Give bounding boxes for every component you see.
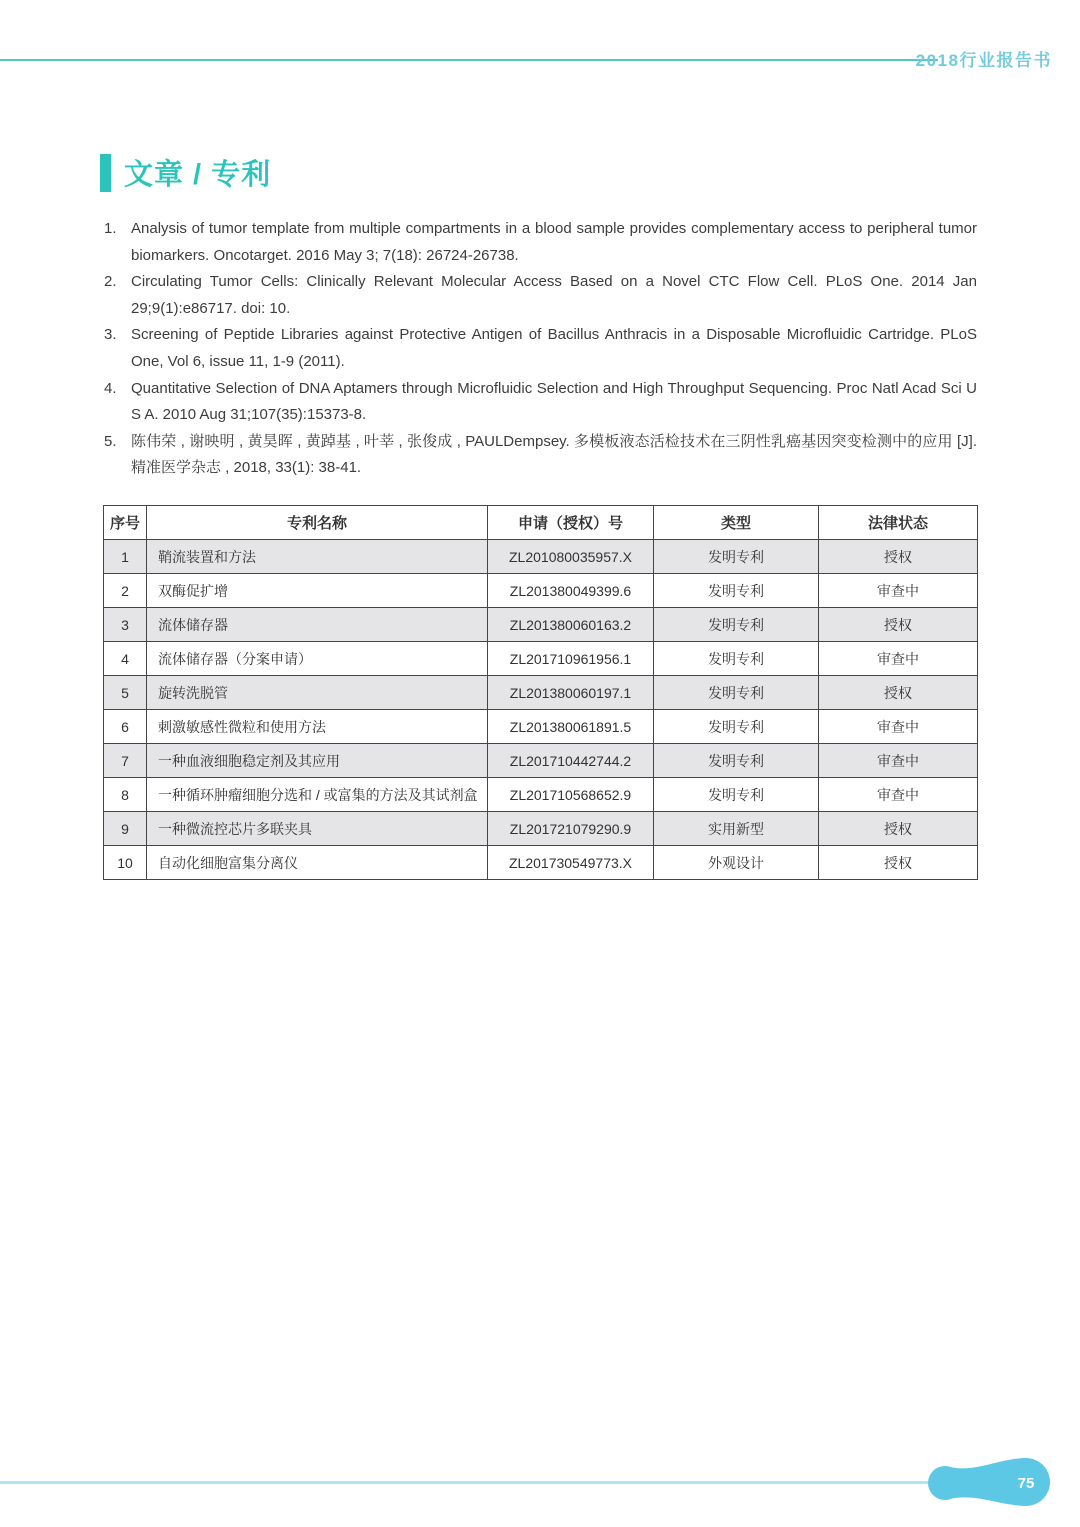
header-rule [0, 59, 938, 61]
cell-legal-status: 审查中 [819, 744, 978, 778]
reference-item [104, 269, 977, 322]
cell-index: 5 [104, 676, 147, 710]
cell-type: 发明专利 [654, 710, 819, 744]
cell-type: 发明专利 [654, 642, 819, 676]
section-title: 文章 / 专利 [124, 159, 272, 191]
cell-legal-status: 审查中 [819, 574, 978, 608]
reference-number: 1. [104, 220, 117, 237]
cell-application-number: ZL201380060197.1 [488, 676, 654, 710]
cell-patent-name: 一种血液细胞稳定剂及其应用 [147, 744, 488, 778]
cell-index: 4 [104, 642, 147, 676]
cell-patent-name: 流体储存器（分案申请） [147, 642, 488, 676]
references-list [104, 216, 977, 482]
table-row [104, 744, 978, 778]
table-row [104, 812, 978, 846]
page-number-marker [920, 1452, 1052, 1512]
reference-item [104, 376, 977, 429]
cell-type: 发明专利 [654, 574, 819, 608]
cell-patent-name: 鞘流装置和方法 [147, 540, 488, 574]
cell-application-number: ZL201730549773.X [488, 846, 654, 880]
cell-application-number: ZL201380060163.2 [488, 608, 654, 642]
section-title-row [100, 152, 271, 193]
cell-index: 3 [104, 608, 147, 642]
cell-legal-status: 授权 [819, 846, 978, 880]
footer-blob-neck [945, 1458, 1026, 1506]
cell-patent-name: 旋转洗脱管 [147, 676, 488, 710]
table-row [104, 846, 978, 880]
col-header-legal-status: 法律状态 [819, 506, 978, 540]
cell-legal-status: 授权 [819, 608, 978, 642]
cell-application-number: ZL201710568652.9 [488, 778, 654, 812]
reference-number: 5. [104, 432, 117, 450]
col-header-application-number: 申请（授权）号 [488, 506, 654, 540]
cell-legal-status: 审查中 [819, 710, 978, 744]
col-header-type: 类型 [654, 506, 819, 540]
cell-patent-name: 流体储存器 [147, 608, 488, 642]
cell-index: 1 [104, 540, 147, 574]
cell-type: 发明专利 [654, 676, 819, 710]
cell-legal-status: 审查中 [819, 642, 978, 676]
reference-number: 2. [104, 273, 117, 291]
cell-index: 9 [104, 812, 147, 846]
reference-text: Quantitative Selection of DNA Aptamers through Microfluidic Selection and High Throughput Sequencing. Proc Natl Acad Sci U S A. 2010 Aug 31;107(35):15373-8. [131, 379, 977, 424]
cell-index: 2 [104, 574, 147, 608]
cell-application-number: ZL201080035957.X [488, 540, 654, 574]
col-header-patent-name: 专利名称 [147, 506, 488, 540]
table-row [104, 574, 978, 608]
report-title: 2018行业报告书 [915, 51, 1052, 70]
table-row [104, 676, 978, 710]
cell-legal-status: 审查中 [819, 778, 978, 812]
table-row [104, 778, 978, 812]
reference-item [104, 429, 977, 482]
cell-application-number: ZL201721079290.9 [488, 812, 654, 846]
cell-index: 10 [104, 846, 147, 880]
cell-application-number: ZL201710442744.2 [488, 744, 654, 778]
reference-item [104, 322, 977, 375]
table-row [104, 608, 978, 642]
cell-type: 发明专利 [654, 744, 819, 778]
cell-type: 发明专利 [654, 608, 819, 642]
cell-type: 发明专利 [654, 540, 819, 574]
cell-legal-status: 授权 [819, 812, 978, 846]
table-row [104, 710, 978, 744]
page-number: 75 [1017, 1475, 1035, 1492]
cell-patent-name: 自动化细胞富集分离仪 [147, 846, 488, 880]
reference-number: 3. [104, 326, 117, 344]
reference-text: Screening of Peptide Libraries against Protective Antigen of Bacillus Anthracis in a Disposable Microfluidic Cartridge. PLoS One, Vol 6, issue 11, 1-9 (2011). [131, 326, 977, 370]
cell-type: 实用新型 [654, 812, 819, 846]
cell-patent-name: 一种微流控芯片多联夹具 [147, 812, 488, 846]
table-header-row [104, 506, 978, 540]
reference-number: 4. [104, 379, 117, 397]
cell-application-number: ZL201380061891.5 [488, 710, 654, 744]
section-title-bar [100, 154, 111, 192]
cell-legal-status: 授权 [819, 676, 978, 710]
cell-type: 发明专利 [654, 778, 819, 812]
cell-index: 7 [104, 744, 147, 778]
col-header-index: 序号 [104, 506, 147, 540]
cell-index: 6 [104, 710, 147, 744]
reference-item [104, 216, 977, 269]
cell-patent-name: 刺激敏感性微粒和使用方法 [147, 710, 488, 744]
cell-patent-name: 双酶促扩增 [147, 574, 488, 608]
cell-patent-name: 一种循环肿瘤细胞分选和 / 或富集的方法及其试剂盒 [147, 778, 488, 812]
reference-text: Analysis of tumor template from multiple compartments in a blood sample provides complementary access to peripheral tumor biomarkers. Oncotarget. 2016 May 3; 7(18): 26724-26738. [131, 220, 977, 264]
cell-application-number: ZL201380049399.6 [488, 574, 654, 608]
cell-type: 外观设计 [654, 846, 819, 880]
footer-rule [0, 1481, 930, 1484]
cell-index: 8 [104, 778, 147, 812]
table-row [104, 642, 978, 676]
cell-application-number: ZL201710961956.1 [488, 642, 654, 676]
patents-table [103, 505, 978, 880]
reference-text: 陈伟荣 , 谢映明 , 黄昊晖 , 黄踔基 , 叶莘 , 张俊成 , PAULDempsey. 多模板液态活检技术在三阴性乳癌基因突变检测中的应用 [J]. 精准医学杂志 , 2018, 33(1): 38-41. [131, 432, 977, 477]
cell-legal-status: 授权 [819, 540, 978, 574]
table-row [104, 540, 978, 574]
reference-text: Circulating Tumor Cells: Clinically Relevant Molecular Access Based on a Novel CTC Flow Cell. PLoS One. 2014 Jan 29;9(1):e86717. doi: 10. [131, 273, 977, 317]
